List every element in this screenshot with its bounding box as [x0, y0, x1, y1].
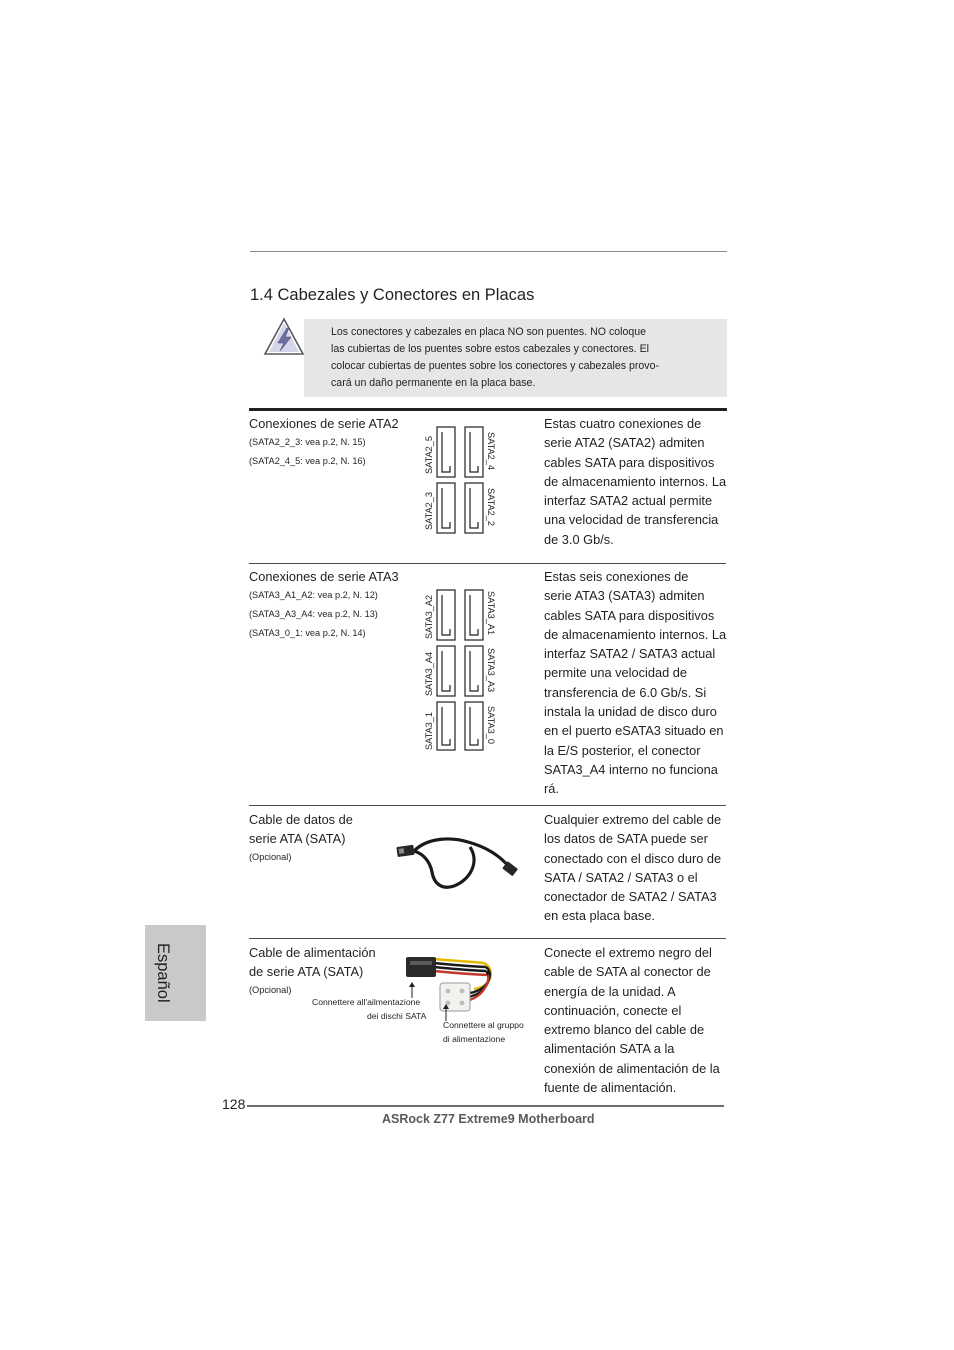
callout-text: dei dischi SATA: [367, 1011, 427, 1021]
connector-label: SATA3_A3: [486, 648, 496, 693]
row-description: Estas seis conexiones de serie ATA3 (SATA3) admiten cables SATA para dispositivos de almacenamiento internos. La interfaz SATA2 / SATA3 actual permite una velocidad de transferencia de 6.0 Gb/s. Si instala la unidad de disco duro en el puerto eSATA3 situado en la E/S posterior, el conector SATA3_A4 interno no funciona rá.: [544, 569, 727, 797]
connector-label: SATA3_A2: [424, 594, 434, 639]
row-title: serie ATA (SATA): [249, 831, 346, 846]
header-rule: [250, 251, 727, 252]
row-ref: (Opcional): [249, 985, 292, 995]
row-ref: (SATA3_A3_A4: vea p.2, N. 13): [249, 609, 378, 619]
callout-text: di alimentazione: [443, 1034, 506, 1044]
row-description: Cualquier extremo del cable de los datos de SATA puede ser conectado con el disco duro de SATA / SATA2 / SATA3 o el conectador de SATA2 / SATA3 en esta placa base.: [544, 812, 722, 924]
callout-arrow-icon: [442, 1004, 450, 1021]
row-divider: [249, 563, 726, 564]
row-title: Cable de alimentación: [249, 945, 376, 960]
callout-arrow-icon: [408, 982, 416, 998]
page-number: 128: [222, 1096, 246, 1112]
row-ref: (SATA2_2_3: vea p.2, N. 15): [249, 437, 366, 447]
note-line: las cubiertas de los puentes sobre estos cabezales y conectores. El: [331, 343, 649, 355]
note-line: cará un daño permanente en la placa base.: [331, 377, 536, 389]
sata-data-cable-image: [394, 832, 522, 892]
row-ref: (Opcional): [249, 852, 292, 862]
footer-rule: [247, 1105, 724, 1107]
connector-label: SATA3_0: [486, 706, 496, 744]
row-title: de serie ATA (SATA): [249, 964, 364, 979]
footer-product-name: ASRock Z77 Extreme9 Motherboard: [382, 1112, 595, 1126]
row-ref: (SATA2_4_5: vea p.2, N. 16): [249, 456, 366, 466]
section-title: 1.4 Cabezales y Conectores en Placas: [250, 286, 535, 304]
row-title: Conexiones de serie ATA3: [249, 569, 399, 584]
connector-label: SATA3_A1: [486, 591, 496, 636]
connector-label: SATA2_4: [486, 432, 496, 470]
row-title: Conexiones de serie ATA2: [249, 416, 399, 431]
note-line: Los conectores y cabezales en placa NO son puentes. NO coloque: [331, 326, 647, 338]
row-description: Estas cuatro conexiones de serie ATA2 (SATA2) admiten cables SATA para dispositivos de almacenamiento internos. La interfaz SATA2 actual permite una velocidad de transferencia de 3.0 Gb/s.: [544, 416, 727, 547]
callout-text: Connettere al gruppo: [443, 1020, 524, 1030]
connector-label: SATA2_3: [424, 492, 434, 530]
connector-label: SATA2_2: [486, 488, 496, 526]
connector-label: SATA3_1: [424, 712, 434, 750]
table-top-rule: [249, 408, 727, 411]
callout-text: Connettere all'ailmentazione: [312, 997, 421, 1007]
row-ref: (SATA3_A1_A2: vea p.2, N. 12): [249, 590, 378, 600]
row-divider: [249, 805, 726, 806]
row-ref: (SATA3_0_1: vea p.2, N. 14): [249, 628, 366, 638]
row-title: Cable de datos de: [249, 812, 353, 827]
warning-icon: [263, 317, 305, 357]
row-description: Conecte el extremo negro del cable de SATA al conector de energía de la unidad. A continuación, conecte el extremo blanco del cable de alimentación SATA a la conexión de alimentación de la fuente de alimentación.: [544, 945, 720, 1096]
sata3-connectors-diagram: [436, 589, 484, 751]
row-divider: [249, 938, 726, 939]
note-line: colocar cubiertas de puentes sobre los conectores y cabezales provo-: [331, 360, 659, 372]
sata-connector-shape: [437, 427, 483, 533]
sata2-connectors-diagram: [436, 426, 484, 536]
language-label: Español: [154, 943, 172, 1003]
connector-label: SATA2_5: [424, 436, 434, 474]
connector-label: SATA3_A4: [424, 651, 434, 696]
sata-connector-shape: [437, 590, 483, 750]
